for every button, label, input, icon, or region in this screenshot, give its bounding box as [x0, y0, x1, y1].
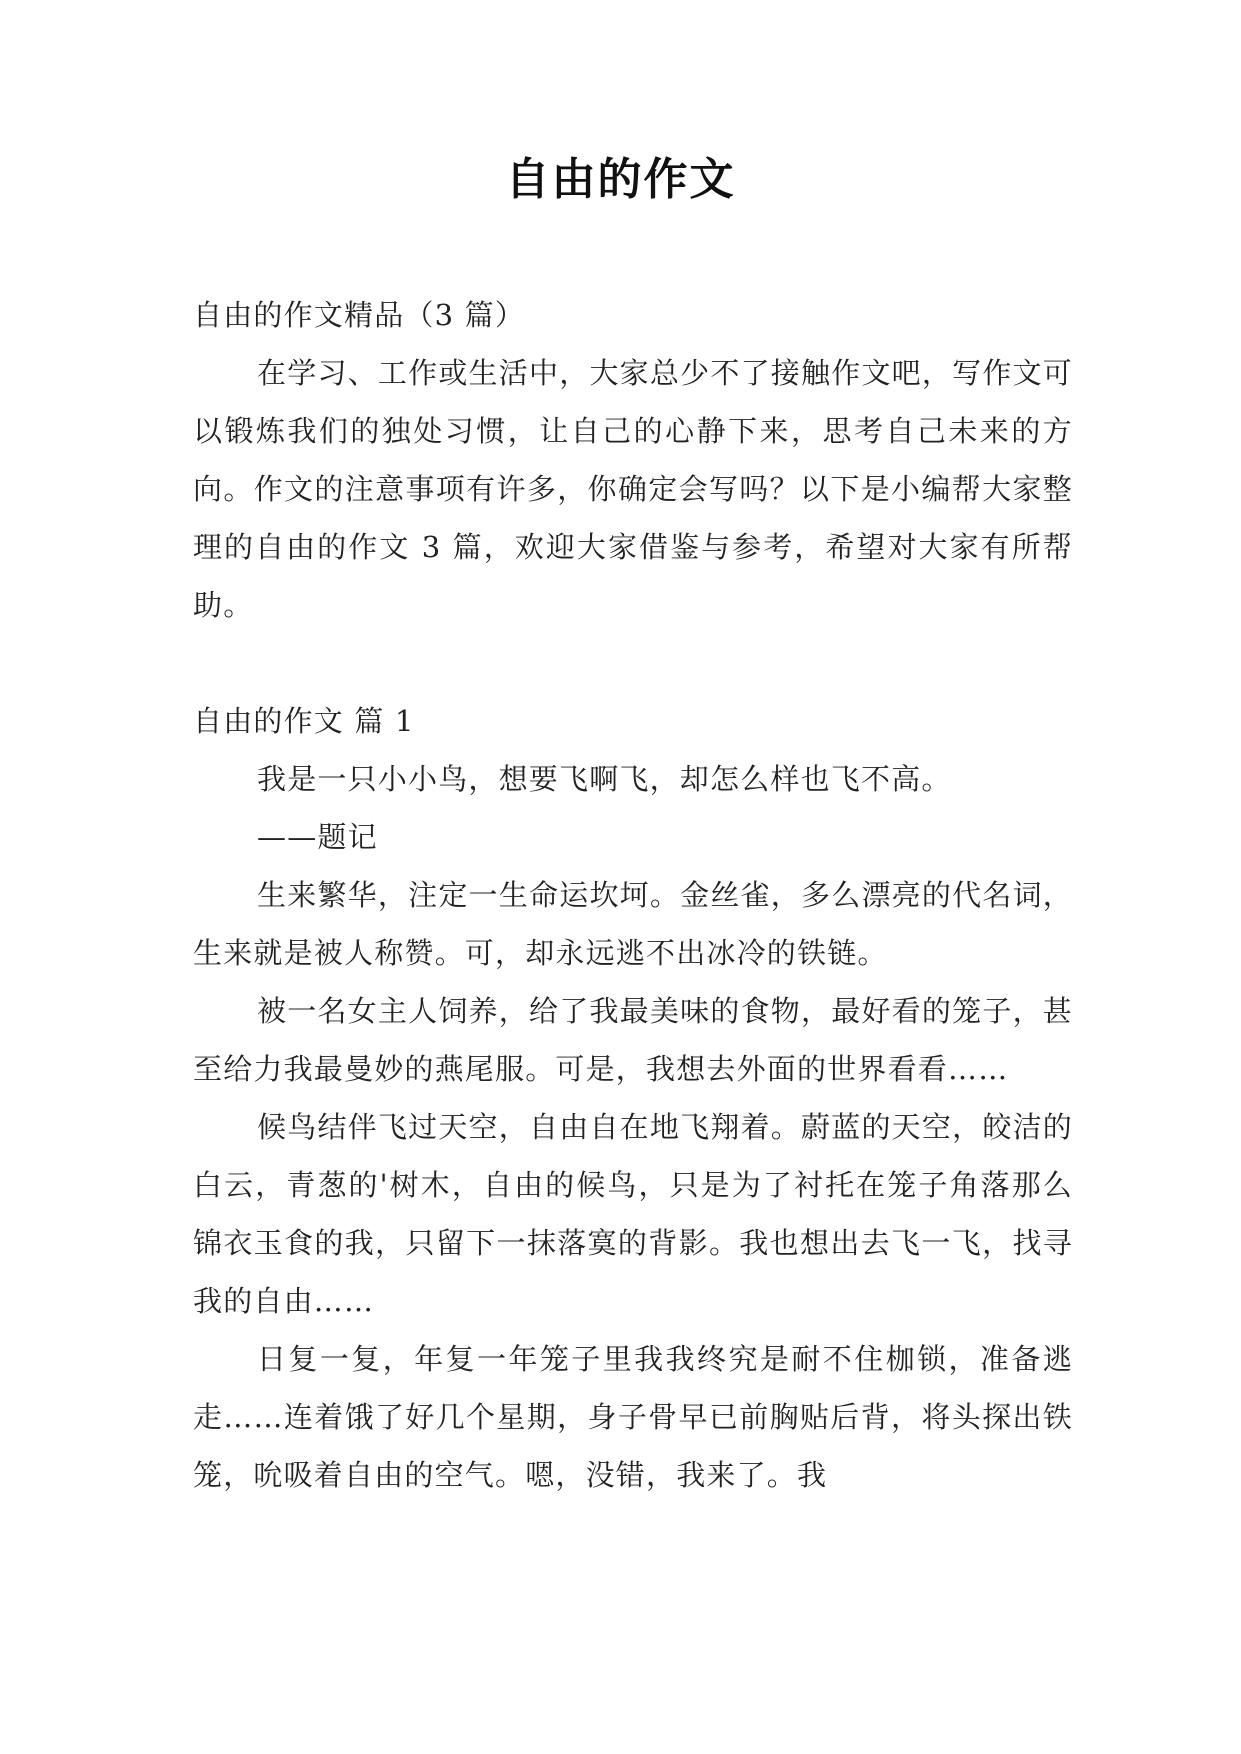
paragraph: 候鸟结伴飞过天空，自由自在地飞翔着。蔚蓝的天空，皎洁的白云，青葱的'树木，自由的候鸟，只是为了衬托在笼子角落那么锦衣玉食的我，只留下一抹落寞的背影。我也想出去飞一飞，找寻我的自由……: [193, 1110, 1073, 1318]
paragraph: 我是一只小小鸟，想要飞啊飞，却怎么样也飞不高。: [257, 762, 952, 796]
document-body: [193, 286, 1073, 1504]
section-heading: 自由的作文 篇 1: [193, 704, 415, 738]
document-subtitle: 自由的作文精品（3 篇）: [193, 298, 526, 332]
paragraph: 被一名女主人饲养，给了我最美味的食物，最好看的笼子，甚至给力我最曼妙的燕尾服。可是，我想去外面的世界看看……: [193, 994, 1073, 1086]
paragraph: 生来繁华，注定一生命运坎坷。金丝雀，多么漂亮的代名词，生来就是被人称赞。可，却永远逃不出冰冷的铁链。: [193, 878, 1073, 970]
paragraph: 日复一复，年复一年笼子里我我终究是耐不住枷锁，准备逃走……连着饿了好几个星期，身子骨早已前胸贴后背，将头探出铁笼，吮吸着自由的空气。嗯，没错，我来了。我: [193, 1342, 1073, 1492]
document-title: 自由的作文: [505, 154, 736, 205]
intro-paragraph: 在学习、工作或生活中，大家总少不了接触作文吧，写作文可以锻炼我们的独处习惯，让自己的心静下来，思考自己未来的方向。作文的注意事项有许多，你确定会写吗？以下是小编帮大家整理的自由的作文 3 篇，欢迎大家借鉴与参考，希望对大家有所帮助。: [193, 356, 1073, 622]
paragraph: ——题记: [257, 820, 378, 854]
section-spacer: [193, 634, 1073, 692]
